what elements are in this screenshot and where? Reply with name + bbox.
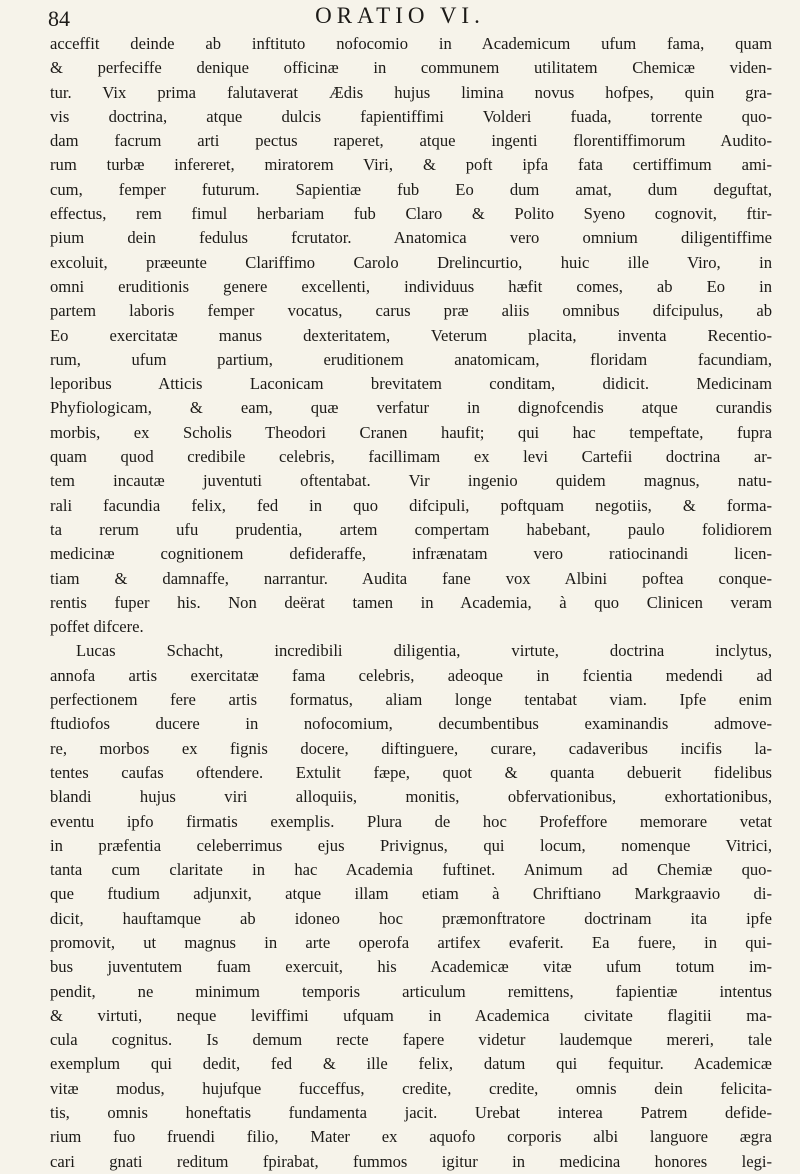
text-line: rali facundia felix, fed in quo difcipuli, poftquam negotiis, & forma- bbox=[50, 495, 772, 515]
text-line: pium dein fedulus fcrutator. Anatomica vero omnium diligentiffime bbox=[50, 228, 772, 248]
text-line: cum, femper futurum. Sapientiæ fub Eo dum amat, dum deguftat, bbox=[50, 179, 772, 199]
text-line: leporibus Atticis Laconicam brevitatem conditam, didicit. Medicinam bbox=[50, 374, 772, 394]
text-line: pendit, ne minimum temporis articulum remittens, fapientiæ intentus bbox=[50, 981, 772, 1001]
text-line: annofa artis exercitatæ fama celebris, adeoque in fcientia medendi ad bbox=[50, 665, 772, 685]
text-line: medicinæ cognitionem defideraffe, infrænatam vero ratiocinandi licen- bbox=[50, 544, 772, 564]
text-line: omni eruditionis genere excellenti, individuus hæfit comes, ab Eo in bbox=[50, 276, 772, 296]
text-line: cari gnati reditum fpirabat, fummos igitur in medicina honores legi- bbox=[50, 1151, 772, 1171]
text-line: Eo exercitatæ manus dexteritatem, Veterum placita, inventa Recentio- bbox=[50, 325, 772, 345]
text-line: & perfeciffe denique officinæ in communem utilitatem Chemicæ viden- bbox=[50, 58, 772, 78]
text-line: rum turbæ infereret, miratorem Viri, & poft ipfa fata certiffimum ami- bbox=[50, 155, 772, 175]
text-line: effectus, rem fimul herbariam fub Claro & Polito Syeno cognovit, ftir- bbox=[50, 204, 772, 224]
text-line: rentis fuper his. Non deërat tamen in Academia, à quo Clinicen veram bbox=[50, 592, 772, 612]
text-line: ftudiofos ducere in nofocomium, decumbentibus examinandis admove- bbox=[50, 714, 772, 734]
text-line: & virtuti, neque leviffimi ufquam in Academica civitate flagitii ma- bbox=[50, 1005, 772, 1025]
text-line: dam facrum arti pectus raperet, atque ingenti florentiffimorum Audito- bbox=[50, 131, 772, 151]
text-line: rium fuo fruendi filio, Mater ex aquofo corporis albi languore ægra bbox=[50, 1127, 772, 1147]
text-line: rum, ufum partium, eruditionem anatomicam, floridam facundiam, bbox=[50, 349, 772, 369]
text-line: tur. Vix prima falutaverat Ædis hujus limina novus hofpes, quin gra- bbox=[50, 82, 772, 102]
body-text bbox=[50, 32, 772, 1174]
text-line: tem incautæ juventuti oftentabat. Vir ingenio quidem magnus, natu- bbox=[50, 471, 772, 491]
text-line: vis doctrina, atque dulcis fapientiffimi Volderi fuada, torrente quo- bbox=[50, 106, 772, 126]
text-line: morbis, ex Scholis Theodori Cranen haufit; qui hac tempeftate, fupra bbox=[50, 422, 772, 442]
running-head: ORATIO VI. bbox=[315, 3, 485, 28]
text-line: eventu ipfo firmatis exemplis. Plura de hoc Profeffore memorare vetat bbox=[50, 811, 772, 831]
text-line: perfectionem fere artis formatus, aliam longe tentabat viam. Ipfe enim bbox=[50, 690, 772, 710]
text-line: Phyfiologicam, & eam, quæ verfatur in dignofcendis atque curandis bbox=[50, 398, 772, 418]
text-line: in præfentia celeberrimus ejus Privignus, qui locum, nomenque Vitrici, bbox=[50, 835, 772, 855]
text-line: que ftudium adjunxit, atque illam etiam à Chriftiano Markgraavio di- bbox=[50, 884, 772, 904]
text-line: ta rerum ufu prudentia, artem compertam habebant, paulo folidiorem bbox=[50, 519, 772, 539]
text-line: blandi hujus viri alloquiis, monitis, obfervationibus, exhortationibus, bbox=[50, 787, 772, 807]
text-line: promovit, ut magnus in arte operofa artifex evaferit. Ea fuere, in qui- bbox=[50, 932, 772, 952]
text-line: bus juventutem fuam exercuit, his Academicæ vitæ ufum totum im- bbox=[50, 957, 772, 977]
text-line: quam quod credibile celebris, facillimam ex levi Cartefii doctrina ar- bbox=[50, 447, 772, 467]
text-line: exemplum qui dedit, fed & ille felix, datum qui fequitur. Academicæ bbox=[50, 1054, 772, 1074]
text-line: cula cognitus. Is demum recte fapere videtur laudemque mereri, tale bbox=[50, 1030, 772, 1050]
text-line: tiam & damnaffe, narrantur. Audita fane vox Albini poftea conque- bbox=[50, 568, 772, 588]
text-line: partem laboris femper vocatus, carus præ aliis omnibus difcipulus, ab bbox=[50, 301, 772, 321]
text-line: tis, omnis honeftatis fundamenta jacit. Urebat interea Patrem defide- bbox=[50, 1103, 772, 1123]
text-line: excoluit, præeunte Clariffimo Carolo Drelincurtio, huic ille Viro, in bbox=[50, 252, 772, 272]
text-line: poffet difcere. bbox=[50, 617, 144, 637]
text-line: acceffit deinde ab inftituto nofocomio in Academicum ufum fama, quam bbox=[50, 34, 772, 53]
text-line: re, morbos ex fignis docere, diftinguere, curare, cadaveribus incifis la- bbox=[50, 738, 772, 758]
text-line: Lucas Schacht, incredibili diligentia, virtute, doctrina inclytus, bbox=[76, 641, 772, 661]
text-line: tanta cum claritate in hac Academia fuftinet. Animum ad Chemiæ quo- bbox=[50, 860, 772, 880]
page-number: 84 bbox=[48, 6, 70, 31]
text-line: tentes caufas oftendere. Extulit fæpe, quot & quanta debuerit fidelibus bbox=[50, 762, 772, 782]
text-line: dicit, hauftamque ab idoneo hoc præmonftratore doctrinam ita ipfe bbox=[50, 908, 772, 928]
text-line: vitæ modus, hujufque fucceffus, credite, credite, omnis dein felicita- bbox=[50, 1078, 772, 1098]
